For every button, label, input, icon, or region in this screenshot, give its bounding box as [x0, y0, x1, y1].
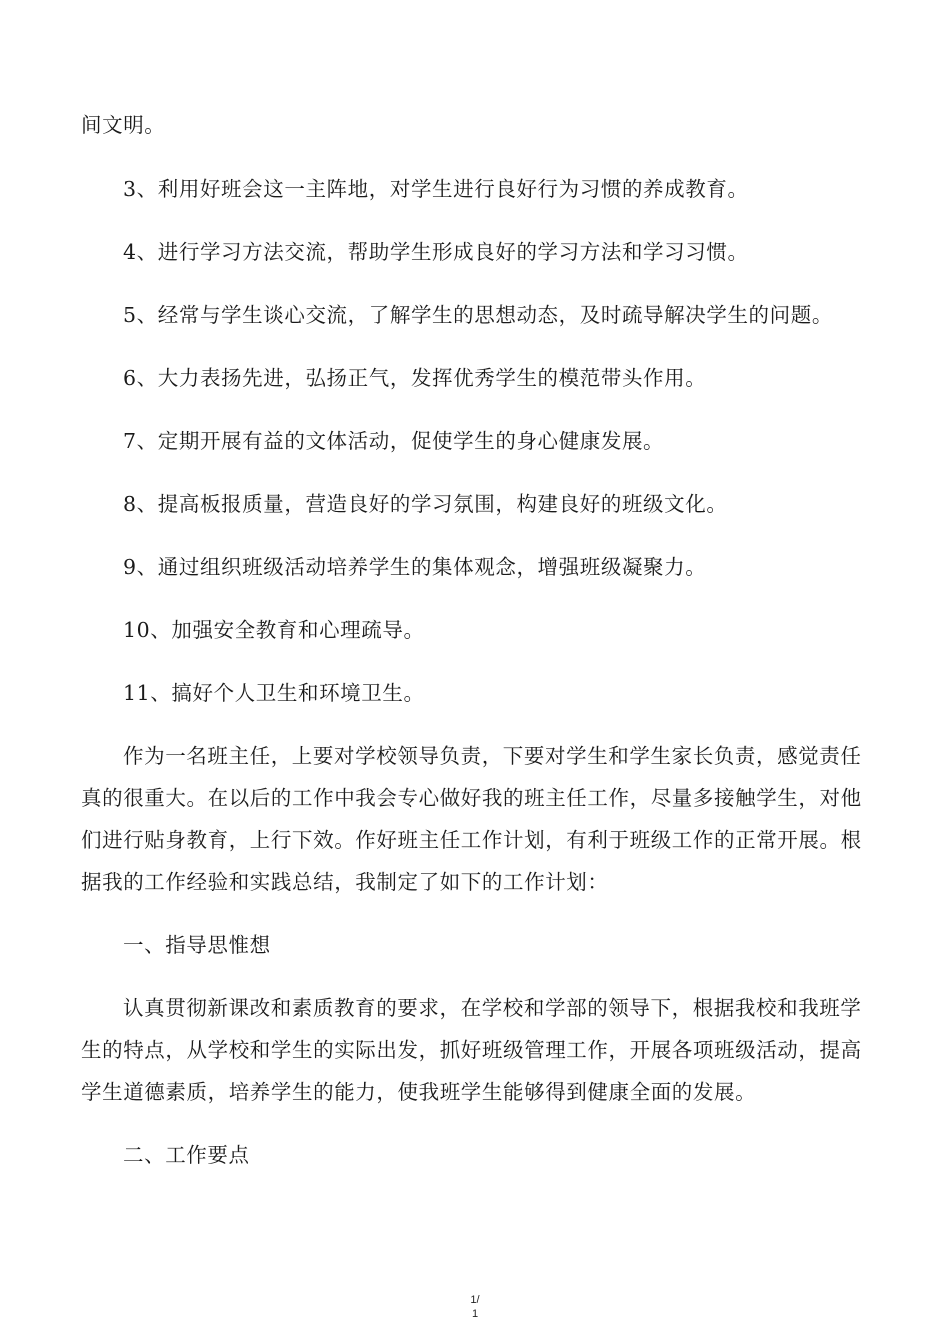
paragraph-intro: 作为一名班主任，上要对学校领导负责，下要对学生和学生家长负责，感觉责任真的很重大。在以后的工作中我会专心做好我的班主任工作，尽量多接触学生，对他们进行贴身教育，上行下效。作好班主任工作计划，有利于班级工作的正常开展。根据我的工作经验和实践总结，我制定了如下的工作计划： [81, 744, 862, 894]
page-number-line1: 1/ [470, 1294, 480, 1306]
list-item-6: 6、大力表扬先进，弘扬正气，发挥优秀学生的模范带头作用。 [123, 366, 707, 390]
page-number-line2: 1 [471, 1308, 479, 1320]
list-item-4: 4、进行学习方法交流，帮助学生形成良好的学习方法和学习习惯。 [123, 240, 749, 264]
paragraph-guiding-ideology: 认真贯彻新课改和素质教育的要求，在学校和学部的领导下，根据我校和我班学生的特点，从学校和学生的实际出发，抓好班级管理工作，开展各项班级活动，提高学生道德素质，培养学生的能力，使我班学生能够得到健康全面的发展。 [81, 996, 862, 1104]
page-number [0, 1293, 950, 1321]
list-item-8: 8、提高板报质量，营造良好的学习氛围，构建良好的班级文化。 [123, 492, 728, 516]
list-item-10: 10、加强安全教育和心理疏导。 [123, 618, 425, 642]
section-heading-guiding-ideology: 一、指导思惟想 [123, 933, 271, 957]
list-item-5: 5、经常与学生谈心交流，了解学生的思想动态，及时疏导解决学生的问题。 [123, 303, 833, 327]
paragraph-continuation: 间文明。 [81, 113, 166, 137]
list-item-9: 9、通过组织班级活动培养学生的集体观念，增强班级凝聚力。 [123, 555, 707, 579]
list-item-7: 7、定期开展有益的文体活动，促使学生的身心健康发展。 [123, 429, 665, 453]
list-item-3: 3、利用好班会这一主阵地，对学生进行良好行为习惯的养成教育。 [123, 177, 749, 201]
section-heading-work-points: 二、工作要点 [123, 1143, 250, 1167]
list-item-11: 11、搞好个人卫生和环境卫生。 [123, 681, 425, 705]
